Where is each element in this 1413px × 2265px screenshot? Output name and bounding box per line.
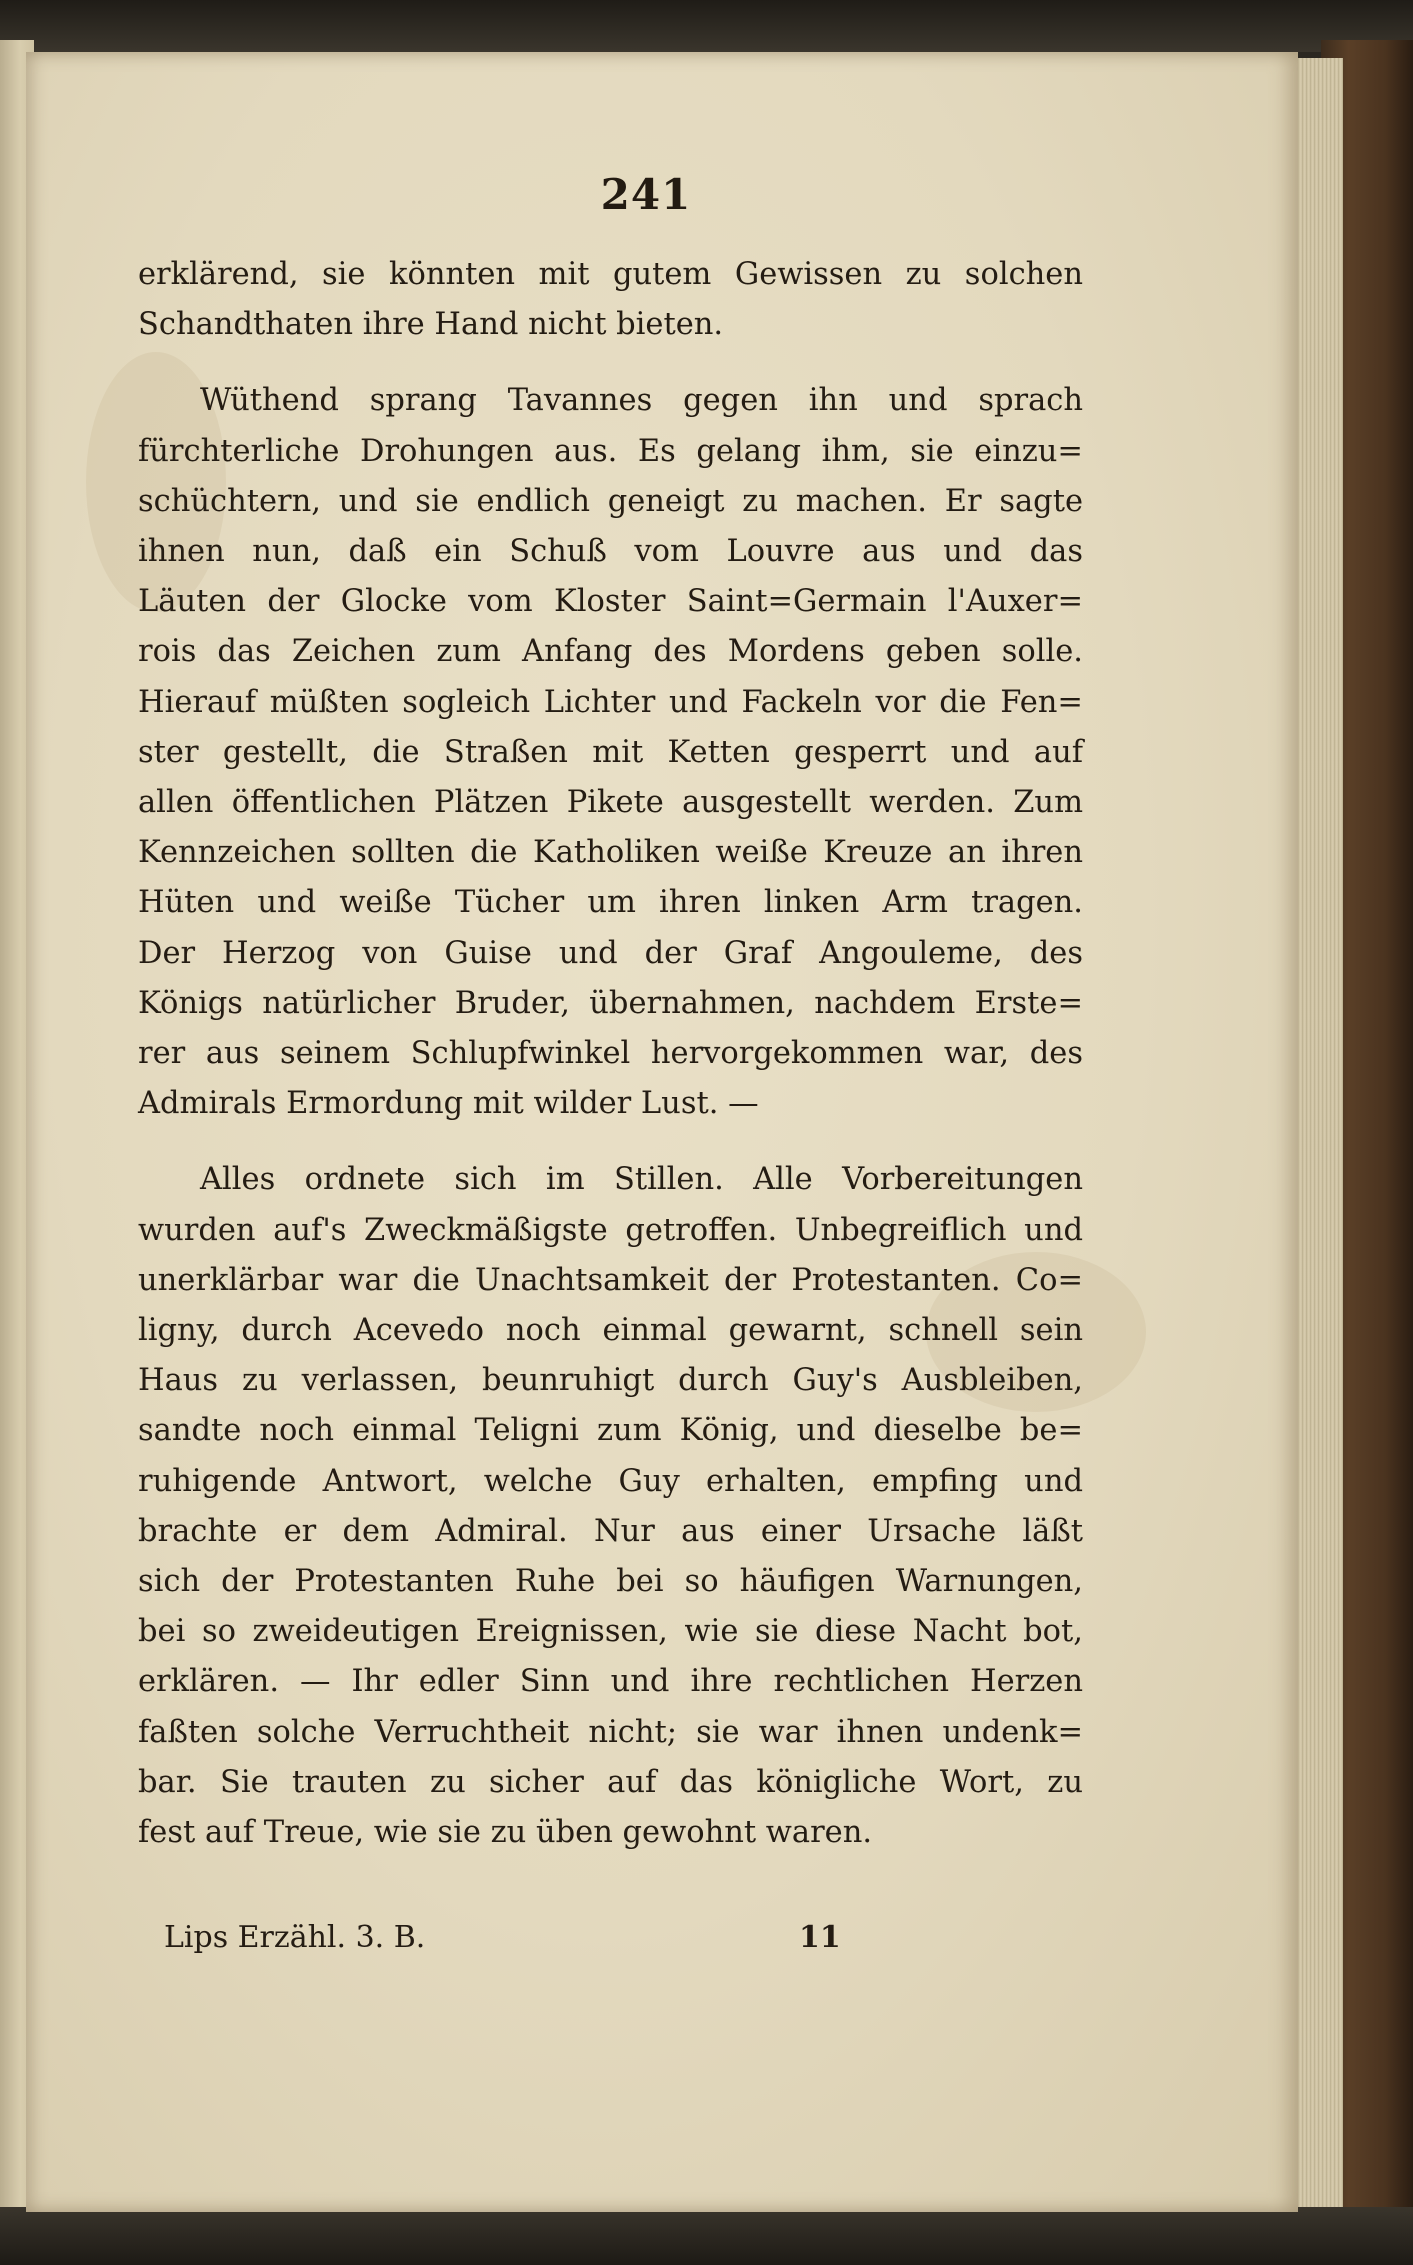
page-stack-edges [1294, 58, 1343, 2218]
text-line: fürchterliche Drohungen aus. Es gelang ihm, sie einzu= [138, 433, 1083, 469]
text-line: Admirals Ermordung mit wilder Lust. — [138, 1086, 759, 1122]
text-line: bei so zweideutigen Ereignissen, wie sie diese Nacht bot, [138, 1614, 1083, 1650]
paragraph [138, 250, 1083, 350]
text-line: schüchtern, und sie endlich geneigt zu machen. Er sagte [138, 483, 1083, 519]
paragraph [138, 376, 1083, 1129]
text-line: Alles ordnete sich im Stillen. Alle Vorbereitungen [200, 1162, 1083, 1198]
page-number: 241 [600, 170, 692, 219]
text-line: ligny, durch Acevedo noch einmal gewarnt, schnell sein [138, 1313, 1083, 1349]
text-line: ruhigende Antwort, welche Guy erhalten, empfing und [138, 1463, 1083, 1499]
text-line: Hierauf müßten sogleich Lichter und Fackeln vor die Fen= [138, 684, 1083, 720]
text-line: brachte er dem Admiral. Nur aus einer Ursache läßt [138, 1513, 1083, 1549]
text-line: Schandthaten ihre Hand nicht bieten. [138, 307, 724, 343]
text-line: rer aus seinem Schlupfwinkel hervorgekommen war, des [138, 1036, 1083, 1072]
text-line: Läuten der Glocke vom Kloster Saint=Germain l'Auxer= [138, 584, 1083, 620]
text-line: Königs natürlicher Bruder, übernahmen, nachdem Erste= [138, 985, 1083, 1021]
text-line: erklären. — Ihr edler Sinn und ihre rechtlichen Herzen [138, 1664, 1083, 1700]
scanner-background-top [0, 0, 1413, 52]
text-line: fest auf Treue, wie sie zu üben gewohnt waren. [138, 1815, 873, 1851]
signature-mark: Lips Erzähl. 3. B. [164, 1920, 426, 1955]
scanner-background-bottom [0, 2207, 1413, 2265]
text-line: allen öffentlichen Plätzen Pikete ausgestellt werden. Zum [138, 785, 1083, 821]
text-line: sandte noch einmal Teligni zum König, und dieselbe be= [138, 1413, 1083, 1449]
text-line: ster gestellt, die Straßen mit Ketten gesperrt und auf [138, 734, 1083, 770]
text-line: unerklärbar war die Unachtsamkeit der Protestanten. Co= [138, 1262, 1083, 1298]
text-line: Der Herzog von Guise und der Graf Angouleme, des [138, 935, 1083, 971]
text-line: wurden auf's Zweckmäßigste getroffen. Unbegreiflich und [138, 1212, 1083, 1248]
text-line: bar. Sie trauten zu sicher auf das königliche Wort, zu [138, 1764, 1083, 1800]
text-line: faßten solche Verruchtheit nicht; sie war ihnen undenk= [138, 1714, 1083, 1750]
text-line: erklärend, sie könnten mit gutem Gewissen zu solchen [138, 257, 1083, 292]
text-line: rois das Zeichen zum Anfang des Mordens geben solle. [138, 634, 1083, 670]
text-line: sich der Protestanten Ruhe bei so häufigen Warnungen, [138, 1564, 1083, 1600]
text-line: Kennzeichen sollten die Katholiken weiße Kreuze an ihren [138, 835, 1083, 871]
body-text [138, 250, 1083, 1884]
text-line: Hüten und weiße Tücher um ihren linken Arm tragen. [138, 885, 1083, 921]
text-line: Wüthend sprang Tavannes gegen ihn und sprach [200, 383, 1083, 419]
paragraph [138, 1155, 1083, 1858]
text-line: ihnen nun, daß ein Schuß vom Louvre aus und das [138, 534, 1083, 570]
book-page [26, 52, 1298, 2212]
sheet-number: 11 [799, 1920, 841, 1955]
text-line: Haus zu verlassen, beunruhigt durch Guy's Ausbleiben, [138, 1363, 1083, 1399]
